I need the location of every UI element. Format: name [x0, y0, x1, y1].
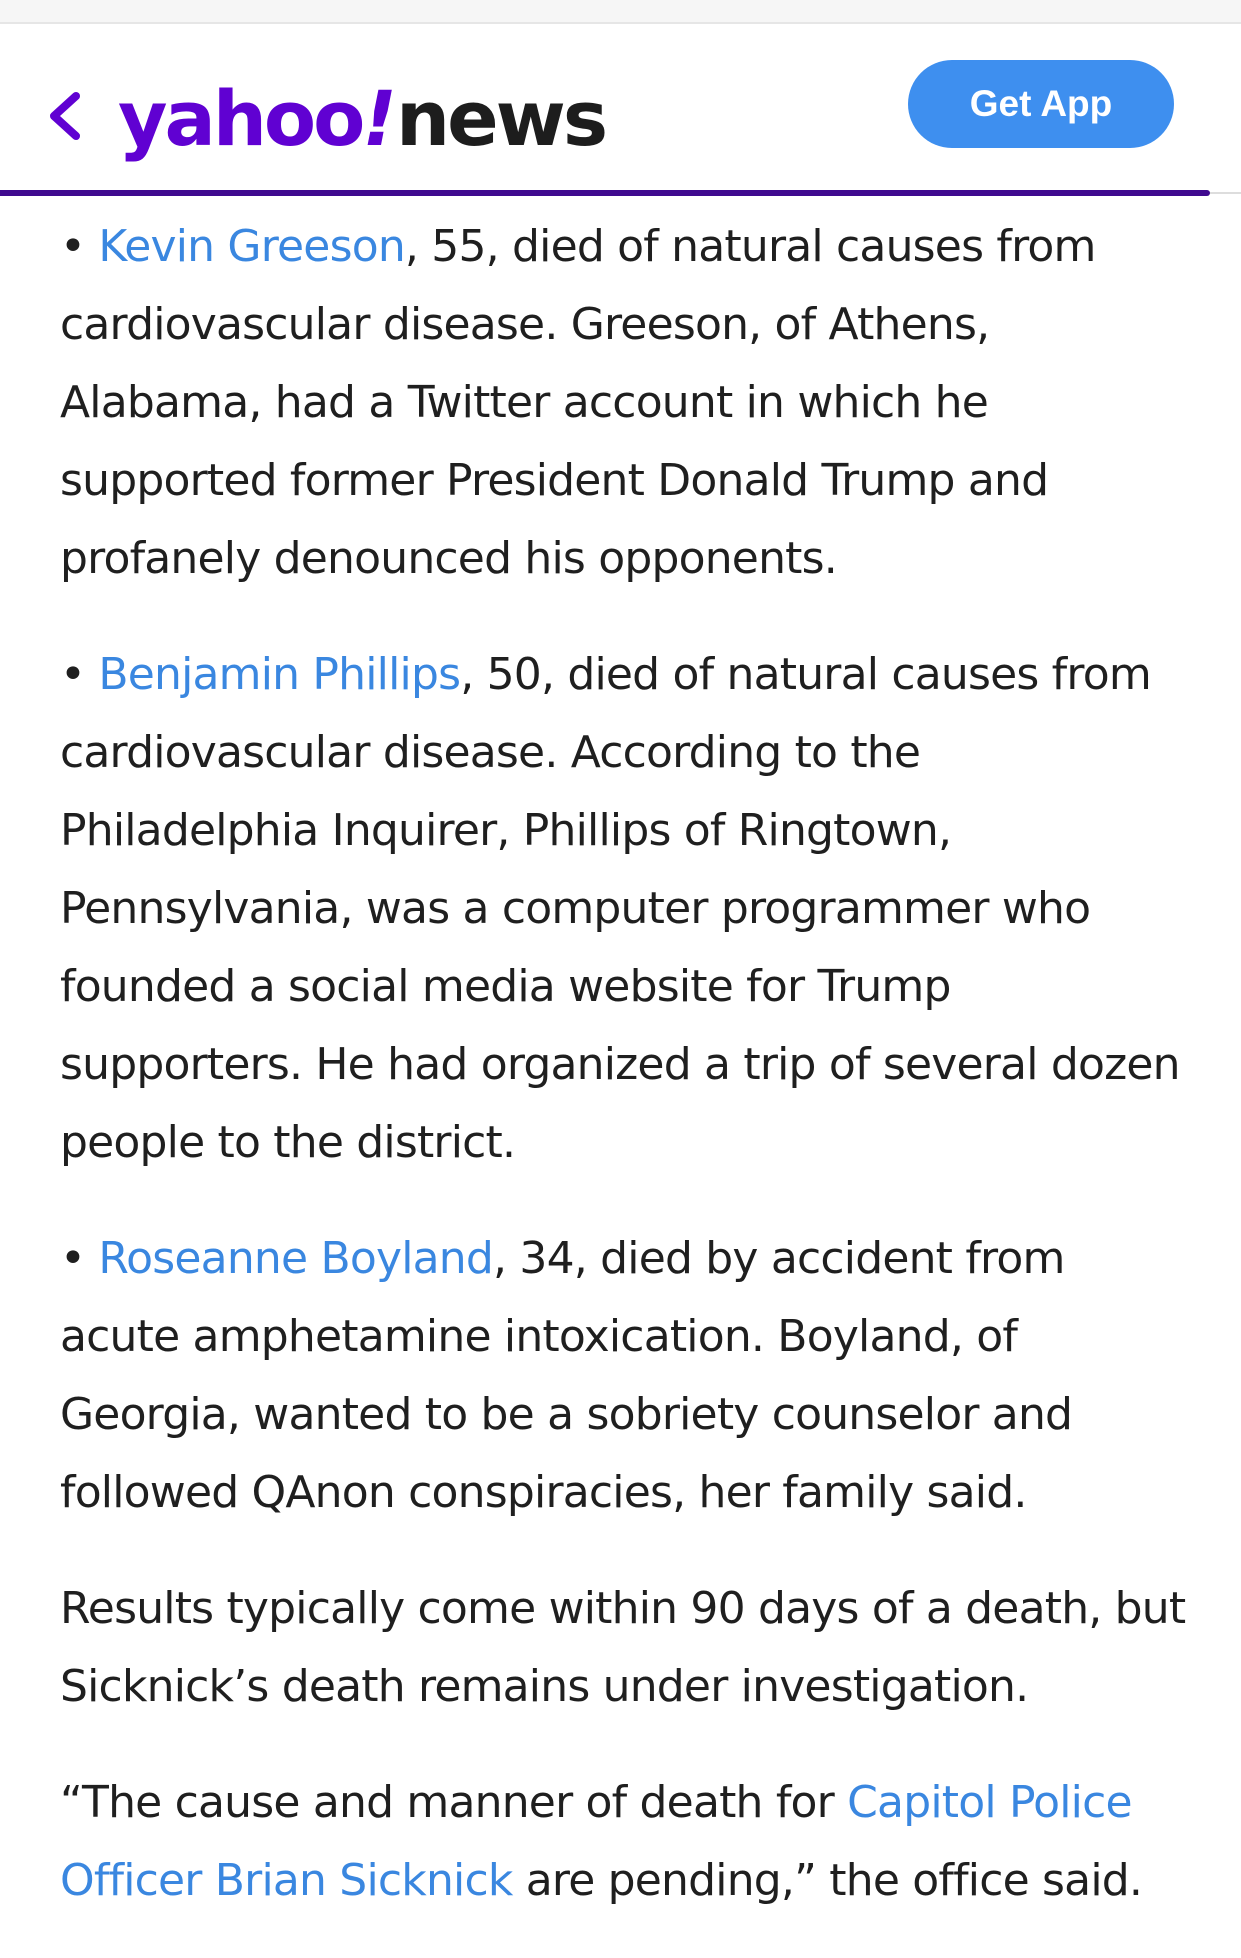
site-header — [0, 24, 1241, 192]
list-item — [60, 1220, 1190, 1532]
person-link-benjamin-phillips[interactable]: Benjamin Phillips — [98, 649, 461, 700]
paragraph-text: are pending,” the office said. — [512, 1855, 1143, 1906]
back-button[interactable] — [42, 86, 92, 146]
chevron-left-icon — [42, 86, 92, 146]
list-item-text: , 55, died of natural causes from cardiovascular disease. Greeson, of Athens, Alabama, had a Twitter account in which he supported former President Donald Trump and profanely denounced his opponents. — [60, 221, 1096, 584]
bullet: • — [60, 221, 86, 272]
officer-sicknick-link[interactable]: Capitol Police Officer Brian Sicknick — [60, 1777, 1132, 1906]
header-divider — [0, 190, 1210, 196]
bullet: • — [60, 649, 86, 700]
paragraph: Results typically come within 90 days of a death, but Sicknick’s death remains under investigation. — [60, 1583, 1186, 1712]
article-body — [60, 208, 1190, 1958]
paragraph — [60, 1764, 1190, 1920]
get-app-button[interactable]: Get App — [908, 60, 1174, 148]
logo-yahoo-text: yahoo — [118, 74, 363, 163]
person-link-roseanne-boyland[interactable]: Roseanne Boyland — [98, 1233, 493, 1284]
yahoo-news-logo[interactable] — [118, 64, 605, 174]
paragraph-text: “The cause and manner of death for — [60, 1777, 848, 1828]
list-item — [60, 636, 1190, 1182]
person-link-kevin-greeson[interactable]: Kevin Greeson — [98, 221, 405, 272]
logo-bang-text: ! — [362, 74, 395, 163]
logo-news-text: news — [396, 74, 606, 163]
list-item — [60, 208, 1190, 598]
list-item-text: , 34, died by accident from acute amphetamine intoxication. Boyland, of Georgia, wanted to be a sobriety counselor and followed QAnon conspiracies, her family said. — [60, 1233, 1073, 1518]
list-item-text: , 50, died of natural causes from cardiovascular disease. According to the Philadelphia Inquirer, Phillips of Ringtown, Pennsylvania, was a computer programmer who founded a social media website for Trump supporters. He had organized a trip of several dozen people to the district. — [60, 649, 1180, 1168]
bullet: • — [60, 1233, 86, 1284]
status-bar-area — [0, 0, 1241, 24]
header-divider-tail — [1210, 192, 1241, 194]
